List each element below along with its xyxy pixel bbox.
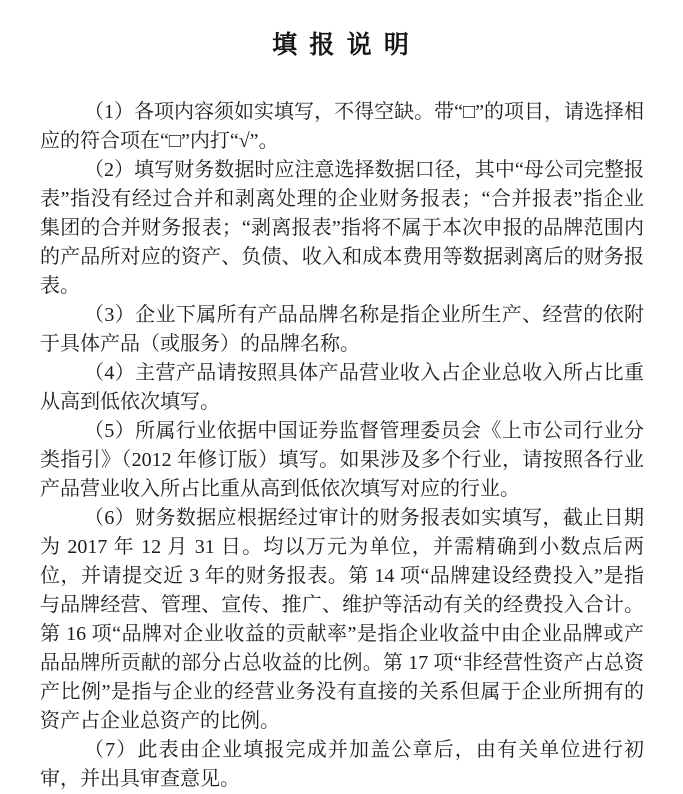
instruction-paragraph-2: （2）填写财务数据时应注意选择数据口径，其中“母公司完整报表”指没有经过合并和剥离处理的企业财务报表；“合并报表”指企业集团的合并财务报表；“剥离报表”指将不属于本次申报的品牌范围内的产品所对应的资产、负债、收入和成本费用等数据剥离后的财务报表。 <box>40 159 644 297</box>
instruction-paragraph-5: （5）所属行业依据中国证券监督管理委员会《上市公司行业分类指引》（2012 年修订版）填写。如果涉及多个行业，请按照各行业产品营业收入所占比重从高到低依次填写对应的行业。 <box>40 420 644 500</box>
instruction-paragraph-3: （3）企业下属所有产品品牌名称是指企业所生产、经营的依附于具体产品（或服务）的品牌名称。 <box>40 304 644 355</box>
instruction-paragraph-6: （6）财务数据应根据经过审计的财务报表如实填写，截止日期为 2017 年 12 月 31 日。均以万元为单位，并需精确到小数点后两位，并请提交近 3 年的财务报表。第 14 项“品牌建设经费投入”是指与品牌经营、管理、宣传、推广、维护等活动有关的经费投入合计。第 16 项“品牌对企业收益的贡献率”是指企业收益中由企业品牌或产品品牌所贡献的部分占总收益的比例。第 17 项“非经营性资产占总资产比例”是指与企业的经营业务没有直接的关系但属于企业所拥有的资产占企业总资产的比例。 <box>40 507 644 732</box>
instructions-body <box>40 98 644 794</box>
instruction-paragraph-1: （1）各项内容须如实填写，不得空缺。带“□”的项目，请选择相应的符合项在“□”内打“√”。 <box>40 101 644 152</box>
instruction-paragraph-7: （7）此表由企业填报完成并加盖公章后，由有关单位进行初审，并出具审查意见。 <box>40 739 644 790</box>
page-title: 填 报 说 明 <box>272 32 412 59</box>
instruction-paragraph-4: （4）主营产品请按照具体产品营业收入占企业总收入所占比重从高到低依次填写。 <box>40 362 644 413</box>
